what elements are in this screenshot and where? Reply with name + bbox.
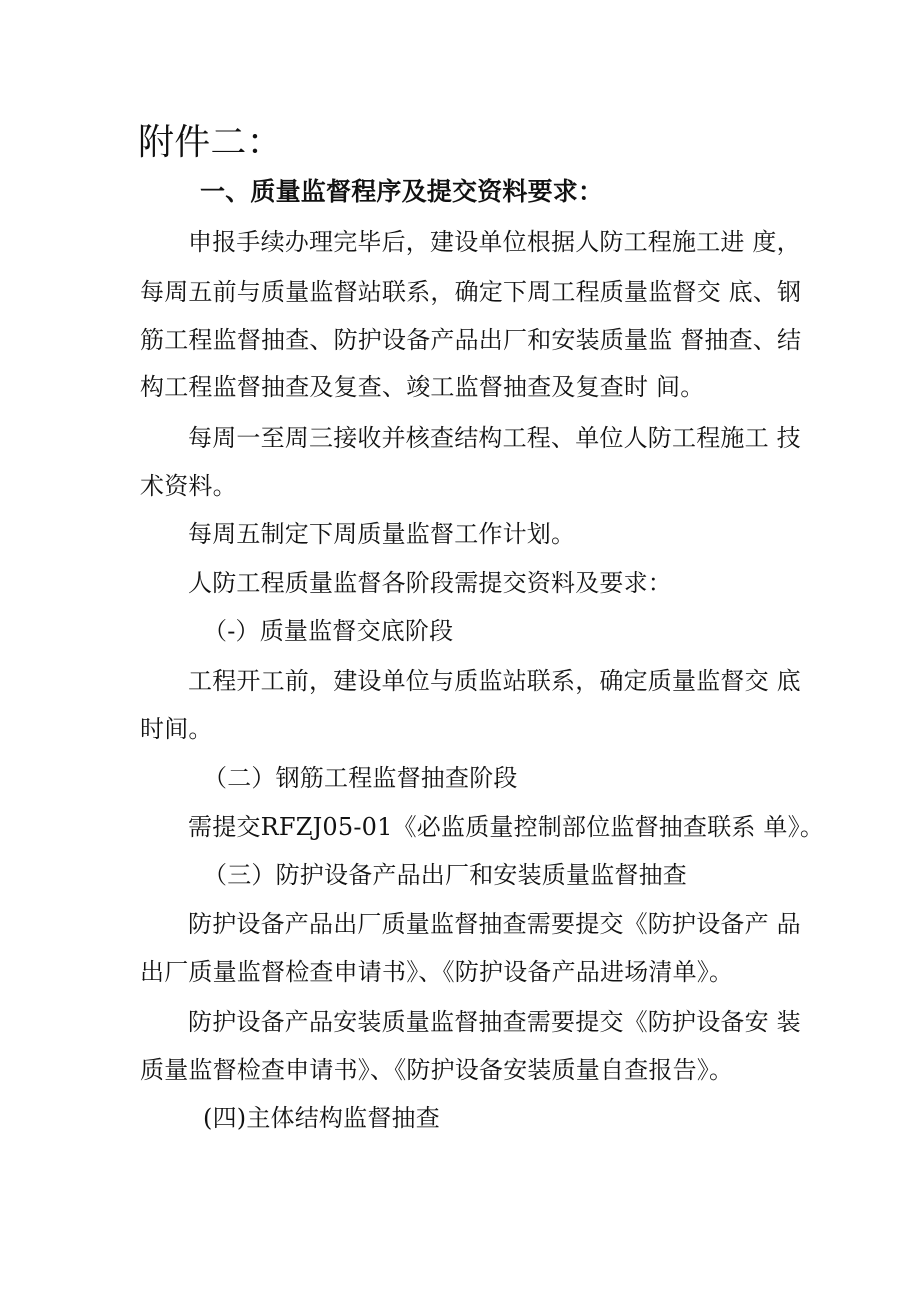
subsection-heading: （-）质量监督交底阶段 bbox=[203, 617, 454, 645]
paragraph-line: 每周五前与质量监督站联系，确定下周工程质量监督交 底、钢 bbox=[140, 278, 802, 306]
section-heading: 一、质量监督程序及提交资料要求： bbox=[200, 177, 604, 206]
paragraph-line: 人防工程质量监督各阶段需提交资料及要求： bbox=[188, 569, 672, 597]
document-title: 附件二： bbox=[138, 122, 283, 163]
paragraph-line: 防护设备产品安装质量监督抽查需要提交《防护设备安 装 bbox=[188, 1008, 801, 1036]
paragraph-line: 质量监督检查申请书》、《防护设备安装质量自查报告》。 bbox=[140, 1056, 734, 1084]
paragraph-line: 构工程监督抽查及复查、竣工监督抽查及复查时 间。 bbox=[140, 373, 705, 401]
paragraph-line: 术资料。 bbox=[140, 472, 237, 500]
paragraph-line: 每周一至周三接收并核查结构工程、单位人防工程施工 技 bbox=[188, 424, 801, 452]
paragraph-line: 申报手续办理完毕后，建设单位根据人防工程施工进 度， bbox=[188, 228, 801, 256]
paragraph-line: 筋工程监督抽查、防护设备产品出厂和安装质量监 督抽查、结 bbox=[140, 326, 802, 354]
paragraph-line: 每周五制定下周质量监督工作计划。 bbox=[188, 520, 576, 548]
paragraph-line: 出厂质量监督检查申请书》、《防护设备产品进场清单》。 bbox=[140, 958, 734, 986]
subsection-heading: （二）钢筋工程监督抽查阶段 bbox=[203, 764, 518, 792]
paragraph-line: 需提交RFZJ05-01《必监质量控制部位监督抽查联系 单》。 bbox=[188, 813, 825, 841]
paragraph-line: 工程开工前，建设单位与质监站联系，确定质量监督交 底 bbox=[188, 667, 801, 695]
subsection-heading: （三）防护设备产品出厂和安装质量监督抽查 bbox=[203, 861, 687, 889]
paragraph-line: 时间。 bbox=[140, 715, 213, 743]
subsection-heading: (四)主体结构监督抽查 bbox=[203, 1104, 440, 1132]
paragraph-line: 防护设备产品出厂质量监督抽查需要提交《防护设备产 品 bbox=[188, 910, 801, 938]
